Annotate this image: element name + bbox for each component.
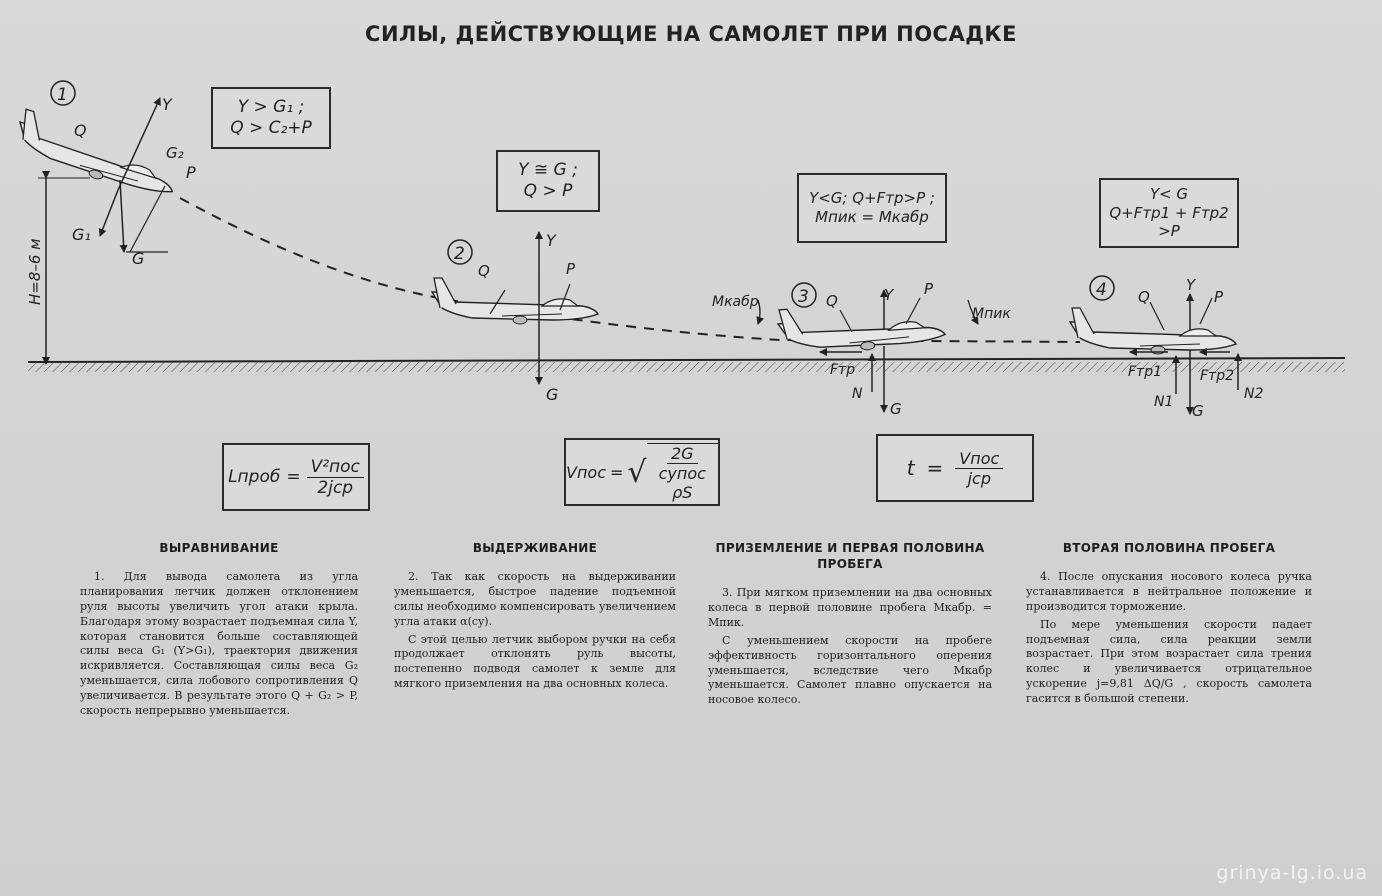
force-label: Y bbox=[884, 286, 894, 304]
equals-sign: = bbox=[926, 456, 944, 480]
force-label: Q bbox=[478, 262, 490, 280]
equals-sign: = bbox=[610, 462, 624, 482]
condition-box-2 bbox=[496, 150, 600, 212]
sqrt-sign: √ bbox=[627, 454, 647, 490]
force-label: N2 bbox=[1244, 386, 1264, 402]
airplane-4 bbox=[1070, 308, 1236, 354]
equals-sign: = bbox=[286, 467, 301, 487]
stage-4 bbox=[1070, 276, 1263, 420]
condition-line: Q > P bbox=[523, 181, 573, 201]
formula-time bbox=[876, 434, 1034, 502]
condition-line: Y<G; Q+Fтр>P ; bbox=[809, 189, 935, 208]
denominator: 2jср bbox=[317, 477, 354, 498]
force-label: Q bbox=[74, 121, 87, 140]
section-paragraph: 4. После опускания носового колеса ручка устанавливается в нейтральное положение и производится торможение. bbox=[1026, 570, 1312, 613]
section-paragraph: 2. Так как скорость на выдерживании уменьшается, быстрое падение подъемной силы необходимо компенсировать увеличением угла атаки α(cy). bbox=[394, 570, 676, 628]
formula-lhs: Vпос bbox=[566, 462, 606, 482]
section-holdoff bbox=[394, 540, 676, 695]
condition-line: Q+Fтр1 + Fтр2 >P bbox=[1109, 203, 1229, 241]
numerator: Vпос bbox=[955, 449, 1003, 469]
section-heading: ВЫДЕРЖИВАНИЕ bbox=[472, 541, 598, 555]
moment-label: Mпик bbox=[972, 306, 1011, 322]
stage-2-number: 2 bbox=[454, 244, 465, 264]
section-heading: ВЫРАВНИВАНИЕ bbox=[159, 541, 279, 555]
height-dimension bbox=[26, 178, 90, 364]
height-label: H=8–6 м bbox=[26, 238, 44, 305]
airplane-1 bbox=[11, 109, 183, 202]
section-paragraph: С этой целью летчик выбором ручки на себя продолжает отклонять руль высоты, постепенно подводя самолет к земле для мягкого приземления на два основных колеса. bbox=[394, 632, 676, 691]
stage-4-number: 4 bbox=[1096, 280, 1107, 300]
force-label: Fтр bbox=[830, 362, 856, 378]
section-paragraph: С уменьшением скорости на пробеге эффективность горизонтального оперения уменьшается, вследствие чего Mкабр уменьшается. Самолет плавно опускается на носовое колесо. bbox=[708, 633, 992, 707]
section-paragraph: 3. При мягком приземлении на два основных колеса в первой половине пробега Mкабр. = Mпик. bbox=[708, 586, 992, 630]
numerator: V²пос bbox=[307, 457, 364, 478]
force-label: G bbox=[1192, 402, 1204, 420]
condition-line: Y > G₁ ; bbox=[237, 96, 305, 117]
condition-line: Y ≅ G ; bbox=[518, 159, 578, 180]
section-rollout bbox=[1026, 540, 1312, 710]
force-label: G bbox=[890, 400, 902, 418]
force-label: G₂ bbox=[166, 144, 184, 162]
condition-box-1 bbox=[211, 87, 331, 149]
fraction bbox=[307, 457, 364, 498]
force-label: G₁ bbox=[72, 225, 91, 244]
fraction bbox=[955, 449, 1003, 488]
force-label: G bbox=[132, 249, 145, 268]
formula-lhs: t bbox=[906, 456, 915, 480]
formula-lhs: Lпроб bbox=[228, 467, 281, 487]
poster-title: СИЛЫ, ДЕЙСТВУЮЩИЕ НА САМОЛЕТ ПРИ ПОСАДКЕ bbox=[365, 22, 1017, 46]
section-touchdown bbox=[708, 540, 992, 711]
stage-2 bbox=[432, 231, 598, 404]
force-label: G bbox=[546, 385, 559, 404]
force-label: P bbox=[566, 260, 576, 278]
force-label: Fтр1 bbox=[1128, 364, 1163, 380]
section-heading: ПРИЗЕМЛЕНИЕ И ПЕРВАЯ ПОЛОВИНА ПРОБЕГА bbox=[715, 541, 985, 572]
force-label: Y bbox=[162, 95, 172, 114]
force-label: Fтр2 bbox=[1200, 368, 1235, 384]
condition-line: Y< G bbox=[1149, 184, 1189, 203]
force-label: Y bbox=[1186, 276, 1196, 294]
force-label: P bbox=[186, 163, 196, 182]
section-paragraph: По мере уменьшения скорости падает подъемная сила, сила реакции земли возрастает. При этом возрастает сила трения колес и увеличивается отрицательное ускорение j=9,81 ΔQ/G , скорость самолета гасится в большой степени. bbox=[1026, 617, 1312, 705]
watermark: grinya-lg.io.ua bbox=[1216, 862, 1368, 884]
moment-label: Mкабр bbox=[712, 294, 759, 310]
force-label: Q bbox=[1138, 288, 1150, 306]
stage-3 bbox=[712, 280, 1011, 418]
force-label: P bbox=[924, 280, 934, 298]
force-label: P bbox=[1214, 288, 1224, 306]
force-label: N1 bbox=[1154, 394, 1174, 410]
section-paragraph: 1. Для вывода самолета из угла планирования летчик должен отклонением руля высоты увеличить угол атаки крыла. Благодаря этому возрастает подъемная сила Y, которая становится больше составляющей силы веса G₁ (Y>G₁), траектория движения искривляется. Составляющая силы веса G₂ уменьшается, сила лобового сопротивления Q увеличивается. В результате этого Q + G₂ > P, скорость непрерывно уменьшается. bbox=[80, 570, 358, 717]
numerator: 2G bbox=[667, 444, 698, 464]
condition-box-3 bbox=[797, 173, 947, 243]
formula-landing-speed bbox=[564, 438, 720, 506]
formula-run-length bbox=[222, 443, 370, 511]
stage-3-number: 3 bbox=[798, 287, 809, 307]
denominator: jср bbox=[967, 468, 991, 488]
condition-box-4 bbox=[1099, 178, 1239, 248]
section-heading: ВТОРАЯ ПОЛОВИНА ПРОБЕГА bbox=[1062, 541, 1276, 555]
condition-line: Mпик = Mкабр bbox=[815, 208, 929, 226]
force-label: Q bbox=[826, 292, 838, 310]
force-label: Y bbox=[546, 231, 556, 250]
stage-1-number: 1 bbox=[57, 85, 68, 105]
condition-line: Q > C₂+P bbox=[230, 118, 312, 138]
denominator: cyпос ρS bbox=[658, 463, 706, 502]
force-label: N bbox=[852, 386, 863, 402]
fraction bbox=[647, 443, 718, 502]
section-flare bbox=[80, 540, 358, 722]
